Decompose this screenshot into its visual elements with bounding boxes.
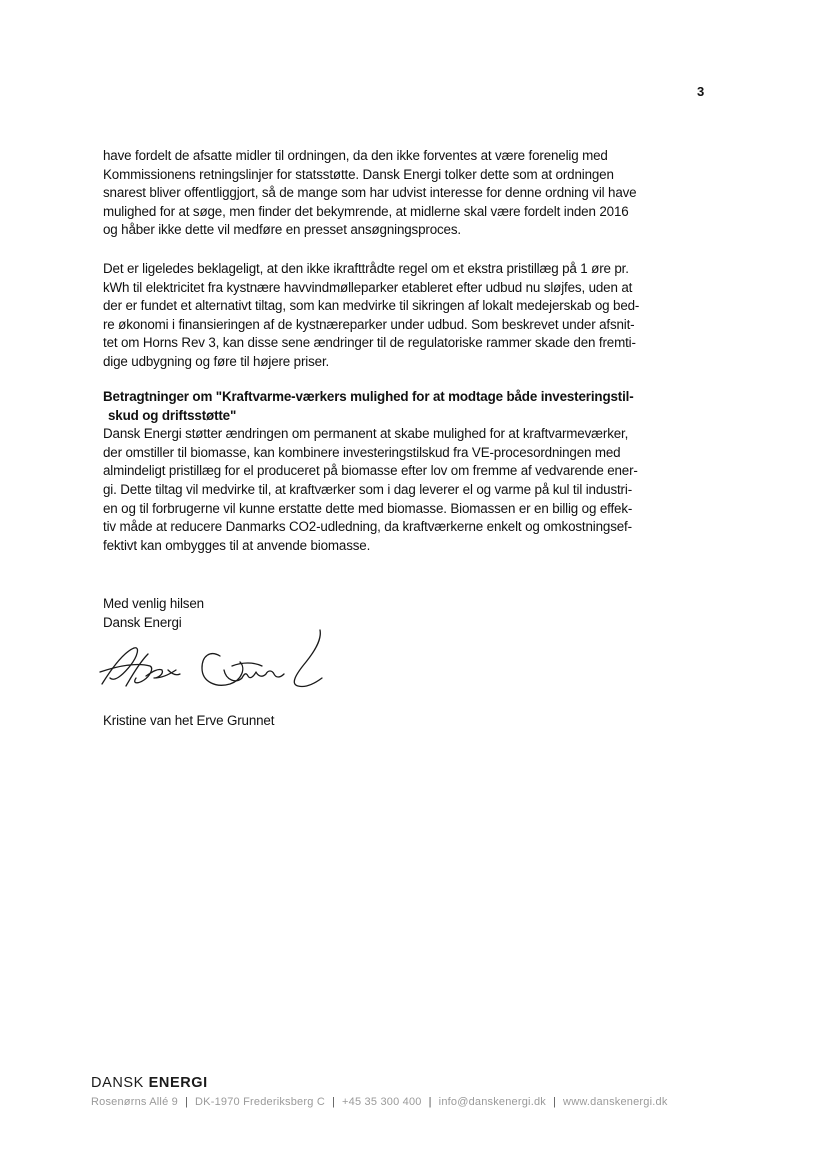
text-line: en og til forbrugerne vil kunne erstatte dette med biomasse. Biomassen er en billig og effek- (103, 500, 633, 516)
text-line: der er fundet et alternativt tiltag, som kan medvirke til sikringen af lokalt medejerskab og bed- (103, 298, 640, 314)
handwritten-signature (92, 626, 342, 698)
text-line: almindeligt pristillæg for el produceret på biomasse efter lov om fremme af vedvarende ener- (103, 463, 638, 479)
section-chp-plants (103, 388, 703, 555)
text-line: gi. Dette tiltag vil medvirke til, at kraftværker som i dag leverer el og varme på kul til industri- (103, 481, 633, 497)
footer-phone: +45 35 300 400 (342, 1096, 422, 1108)
text-line: Det er ligeledes beklageligt, at den ikke ikrafttrådte regel om et ekstra pristillæg på 1 øre pr. (103, 261, 629, 276)
text-line: tet om Horns Rev 3, kan disse sene ændringer til de regulatoriske rammer skade den fremti- (103, 335, 636, 351)
signer-name: Kristine van het Erve Grunnet (103, 713, 275, 728)
organization-name: Dansk Energi (103, 614, 182, 630)
signer-block (103, 712, 703, 731)
paragraph-funding (103, 147, 703, 240)
section-heading (103, 388, 703, 425)
text-line: have fordelt de afsatte midler til ordningen, da den ikke forventes at være forenelig med (103, 148, 608, 163)
text-line: der omstiller til biomasse, kan kombinere investeringstilskud fra VE-procesordningen med (103, 444, 621, 460)
text-line: re økonomi i finansieringen af de kystnæreparker under udbud. Som beskrevet under afsnit- (103, 316, 635, 332)
text-line: tiv måde at reducere Danmarks CO2-udledning, da kraftværkerne enkelt og omkostningsef- (103, 519, 632, 535)
logo-dansk: DANSK (91, 1075, 144, 1091)
greeting: Med venlig hilsen (103, 596, 204, 611)
text-line: og håber ikke dette vil medføre en presset ansøgningsproces. (103, 222, 461, 238)
text-line: snarest bliver offentliggjort, så de mange som har udvist interesse for denne ordning vil have (103, 185, 637, 201)
text-line: Dansk Energi støtter ændringen om permanent at skabe mulighed for at kraftvarmeværker, (103, 426, 629, 442)
footer-email: info@danskenergi.dk (438, 1096, 546, 1108)
text-line: fektivt kan ombygges til at anvende biomasse. (103, 537, 371, 553)
text-line: dige udbygning og føre til højere priser. (103, 353, 330, 369)
heading-line: skud og driftsstøtte" (108, 407, 237, 423)
footer-postal: DK-1970 Frederiksberg C (195, 1096, 325, 1108)
footer-contact-line: Rosenørns Allé 9 | DK-1970 Frederiksberg C | +45 35 300 400 | info@danskenergi.dk | www.danskenergi.dk (91, 1096, 668, 1108)
text-line: Kommissionens retningslinjer for statsstøtte. Dansk Energi tolker dette som at ordningen (103, 166, 614, 182)
footer-address: Rosenørns Allé 9 (91, 1096, 178, 1108)
page-number: 3 (697, 84, 705, 99)
text-line: mulighed for at søge, men finder det bekymrende, at midlerne skal være fordelt inden 2016 (103, 203, 629, 219)
paragraph-price-supplement (103, 260, 703, 372)
logo-energi: ENERGI (148, 1075, 208, 1091)
heading-line: Betragtninger om "Kraftvarme-værkers mulighed for at modtage både investeringstil- (103, 389, 634, 404)
text-line: kWh til elektricitet fra kystnære havvindmølleparker etableret efter udbud nu sløjfes, uden at (103, 279, 633, 295)
footer-website: www.danskenergi.dk (563, 1096, 668, 1108)
footer-logo (91, 1075, 208, 1091)
